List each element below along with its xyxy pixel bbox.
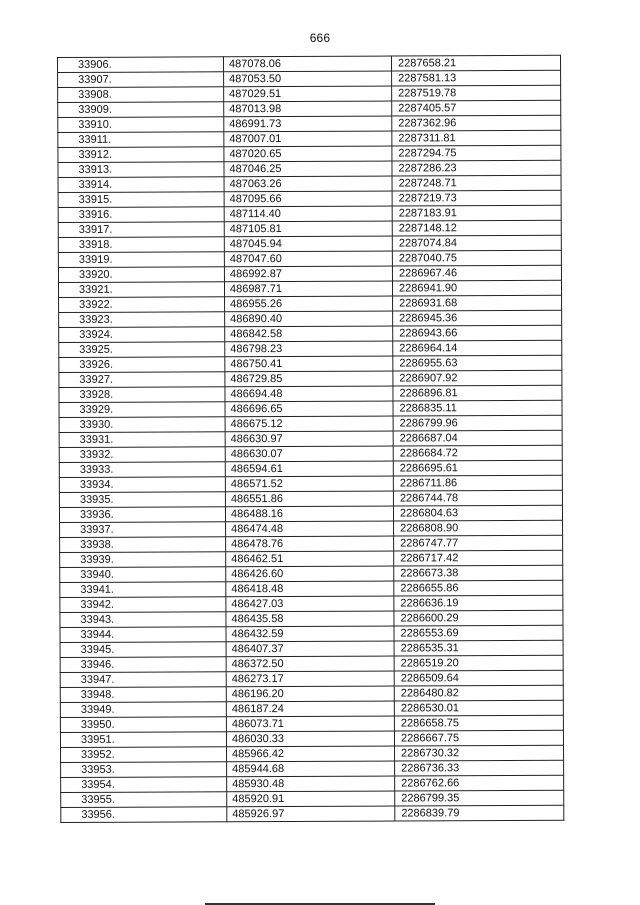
easting-cell: 486594.61	[225, 461, 393, 477]
northing-cell: 2287219.73	[392, 190, 561, 206]
easting-cell: 485944.68	[227, 761, 395, 777]
easting-cell: 485930.48	[227, 776, 395, 792]
point-id-cell: 33929.	[59, 402, 225, 418]
easting-cell: 487029.51	[224, 86, 392, 102]
point-id-cell: 33946.	[60, 657, 226, 673]
point-id-cell: 33943.	[60, 612, 226, 628]
point-id-cell: 33947.	[60, 672, 226, 688]
easting-cell: 486432.59	[226, 626, 394, 642]
northing-cell: 2286480.82	[394, 685, 563, 701]
point-id-cell: 33935.	[59, 492, 225, 508]
northing-cell: 2287658.21	[391, 55, 560, 71]
easting-cell: 486991.73	[224, 116, 392, 132]
northing-cell: 2287286.23	[392, 160, 561, 176]
easting-cell: 486478.76	[226, 536, 394, 552]
easting-cell: 486407.37	[226, 641, 394, 657]
northing-cell: 2286600.29	[394, 610, 563, 626]
easting-cell: 486488.16	[225, 506, 393, 522]
easting-cell: 485966.42	[227, 746, 395, 762]
point-id-cell: 33926.	[59, 357, 225, 373]
point-id-cell: 33934.	[59, 477, 225, 493]
point-id-cell: 33916.	[58, 207, 224, 223]
point-id-cell: 33950.	[60, 717, 226, 733]
point-id-cell: 33922.	[59, 297, 225, 313]
northing-cell: 2287519.78	[392, 85, 561, 101]
easting-cell: 486187.24	[226, 701, 394, 717]
point-id-cell: 33953.	[61, 762, 227, 778]
point-id-cell: 33913.	[58, 162, 224, 178]
easting-cell: 486750.41	[225, 356, 393, 372]
easting-cell: 485926.97	[227, 806, 395, 822]
point-id-cell: 33938.	[60, 537, 226, 553]
easting-cell: 486435.58	[226, 611, 394, 627]
northing-cell: 2286804.63	[393, 505, 562, 521]
northing-cell: 2287362.96	[392, 115, 561, 131]
point-id-cell: 33942.	[60, 597, 226, 613]
point-id-cell: 33940.	[60, 567, 226, 583]
northing-cell: 2286945.36	[393, 310, 562, 326]
northing-cell: 2286636.19	[394, 595, 563, 611]
easting-cell: 487046.25	[224, 161, 392, 177]
easting-cell: 486630.07	[225, 446, 393, 462]
easting-cell: 487020.65	[224, 146, 392, 162]
easting-cell: 486992.87	[224, 266, 392, 282]
northing-cell: 2287248.71	[392, 175, 561, 191]
point-id-cell: 33949.	[60, 702, 226, 718]
northing-cell: 2286955.63	[393, 355, 562, 371]
northing-cell: 2286967.46	[392, 265, 561, 281]
northing-cell: 2286799.35	[395, 790, 564, 806]
northing-cell: 2287183.91	[392, 205, 561, 221]
easting-cell: 487047.60	[224, 251, 392, 267]
page-number: 666	[309, 31, 331, 45]
point-id-cell: 33923.	[59, 312, 225, 328]
easting-cell: 486955.26	[225, 296, 393, 312]
easting-cell: 487045.94	[224, 236, 392, 252]
easting-cell: 487114.40	[224, 206, 392, 222]
northing-cell: 2286839.79	[395, 805, 564, 821]
point-id-cell: 33912.	[58, 147, 224, 163]
easting-cell: 487095.66	[224, 191, 392, 207]
point-id-cell: 33936.	[59, 507, 225, 523]
point-id-cell: 33927.	[59, 372, 225, 388]
point-id-cell: 33908.	[58, 87, 224, 103]
point-id-cell: 33930.	[59, 417, 225, 433]
easting-cell: 486372.50	[226, 656, 394, 672]
easting-cell: 486630.97	[225, 431, 393, 447]
northing-cell: 2286687.04	[393, 430, 562, 446]
northing-cell: 2286553.69	[394, 625, 563, 641]
northing-cell: 2286799.96	[393, 415, 562, 431]
northing-cell: 2286509.64	[394, 670, 563, 686]
easting-cell: 486030.33	[226, 731, 394, 747]
northing-cell: 2286530.01	[394, 700, 563, 716]
point-id-cell: 33915.	[58, 192, 224, 208]
easting-cell: 486462.51	[226, 551, 394, 567]
point-id-cell: 33956.	[61, 807, 227, 823]
point-id-cell: 33918.	[58, 237, 224, 253]
easting-cell: 487013.98	[224, 101, 392, 117]
easting-cell: 486418.48	[226, 581, 394, 597]
point-id-cell: 33945.	[60, 642, 226, 658]
easting-cell: 486694.48	[225, 386, 393, 402]
northing-cell: 2286658.75	[394, 715, 563, 731]
northing-cell: 2286667.75	[394, 730, 563, 746]
easting-cell: 487105.81	[224, 221, 392, 237]
point-id-cell: 33955.	[61, 792, 227, 808]
point-id-cell: 33928.	[59, 387, 225, 403]
northing-cell: 2286535.31	[394, 640, 563, 656]
easting-cell: 486987.71	[224, 281, 392, 297]
northing-cell: 2286519.20	[394, 655, 563, 671]
northing-cell: 2286808.90	[394, 520, 563, 536]
easting-cell: 486551.86	[225, 491, 393, 507]
northing-cell: 2286673.38	[394, 565, 563, 581]
northing-cell: 2286907.92	[393, 370, 562, 386]
easting-cell: 487053.50	[224, 71, 392, 87]
northing-cell: 2286943.66	[393, 325, 562, 341]
northing-cell: 2286695.61	[393, 460, 562, 476]
northing-cell: 2286730.32	[395, 745, 564, 761]
point-id-cell: 33917.	[58, 222, 224, 238]
point-id-cell: 33944.	[60, 627, 226, 643]
northing-cell: 2286762.66	[395, 775, 564, 791]
point-id-cell: 33932.	[59, 447, 225, 463]
point-id-cell: 33951.	[60, 732, 226, 748]
northing-cell: 2286896.81	[393, 385, 562, 401]
point-id-cell: 33937.	[60, 522, 226, 538]
coordinates-table-body	[58, 55, 564, 822]
easting-cell: 486798.23	[225, 341, 393, 357]
point-id-cell: 33906.	[58, 57, 224, 73]
point-id-cell: 33920.	[58, 267, 224, 283]
easting-cell: 486474.48	[226, 521, 394, 537]
northing-cell: 2286835.11	[393, 400, 562, 416]
easting-cell: 486696.65	[225, 401, 393, 417]
northing-cell: 2287294.75	[392, 145, 561, 161]
point-id-cell: 33925.	[59, 342, 225, 358]
northing-cell: 2286747.77	[394, 535, 563, 551]
point-id-cell: 33952.	[61, 747, 227, 763]
northing-cell: 2286736.33	[395, 760, 564, 776]
point-id-cell: 33933.	[59, 462, 225, 478]
northing-cell: 2287040.75	[392, 250, 561, 266]
easting-cell: 487078.06	[224, 56, 392, 72]
coordinates-table	[57, 55, 564, 823]
northing-cell: 2286655.86	[394, 580, 563, 596]
point-id-cell: 33954.	[61, 777, 227, 793]
point-id-cell: 33919.	[58, 252, 224, 268]
point-id-cell: 33921.	[58, 282, 224, 298]
northing-cell: 2286964.14	[393, 340, 562, 356]
easting-cell: 487063.26	[224, 176, 392, 192]
easting-cell: 486729.85	[225, 371, 393, 387]
point-id-cell: 33931.	[59, 432, 225, 448]
northing-cell: 2286717.42	[394, 550, 563, 566]
northing-cell: 2286931.68	[393, 295, 562, 311]
northing-cell: 2286941.90	[392, 280, 561, 296]
northing-cell: 2287581.13	[392, 70, 561, 86]
easting-cell: 486842.58	[225, 326, 393, 342]
easting-cell: 486890.40	[225, 311, 393, 327]
easting-cell: 486073.71	[226, 716, 394, 732]
point-id-cell: 33941.	[60, 582, 226, 598]
point-id-cell: 33910.	[58, 117, 224, 133]
northing-cell: 2287311.81	[392, 130, 561, 146]
point-id-cell: 33907.	[58, 72, 224, 88]
easting-cell: 486273.17	[226, 671, 394, 687]
point-id-cell: 33939.	[60, 552, 226, 568]
northing-cell: 2286711.86	[393, 475, 562, 491]
table-row	[61, 805, 564, 822]
easting-cell: 486196.20	[226, 686, 394, 702]
easting-cell: 486427.03	[226, 596, 394, 612]
easting-cell: 487007.01	[224, 131, 392, 147]
northing-cell: 2287405.57	[392, 100, 561, 116]
point-id-cell: 33909.	[58, 102, 224, 118]
easting-cell: 486426.60	[226, 566, 394, 582]
easting-cell: 486675.12	[225, 416, 393, 432]
point-id-cell: 33924.	[59, 327, 225, 343]
point-id-cell: 33914.	[58, 177, 224, 193]
easting-cell: 485920.91	[227, 791, 395, 807]
northing-cell: 2287148.12	[392, 220, 561, 236]
easting-cell: 486571.52	[225, 476, 393, 492]
point-id-cell: 33911.	[58, 132, 224, 148]
northing-cell: 2286744.78	[393, 490, 562, 506]
point-id-cell: 33948.	[60, 687, 226, 703]
northing-cell: 2286684.72	[393, 445, 562, 461]
northing-cell: 2287074.84	[392, 235, 561, 251]
